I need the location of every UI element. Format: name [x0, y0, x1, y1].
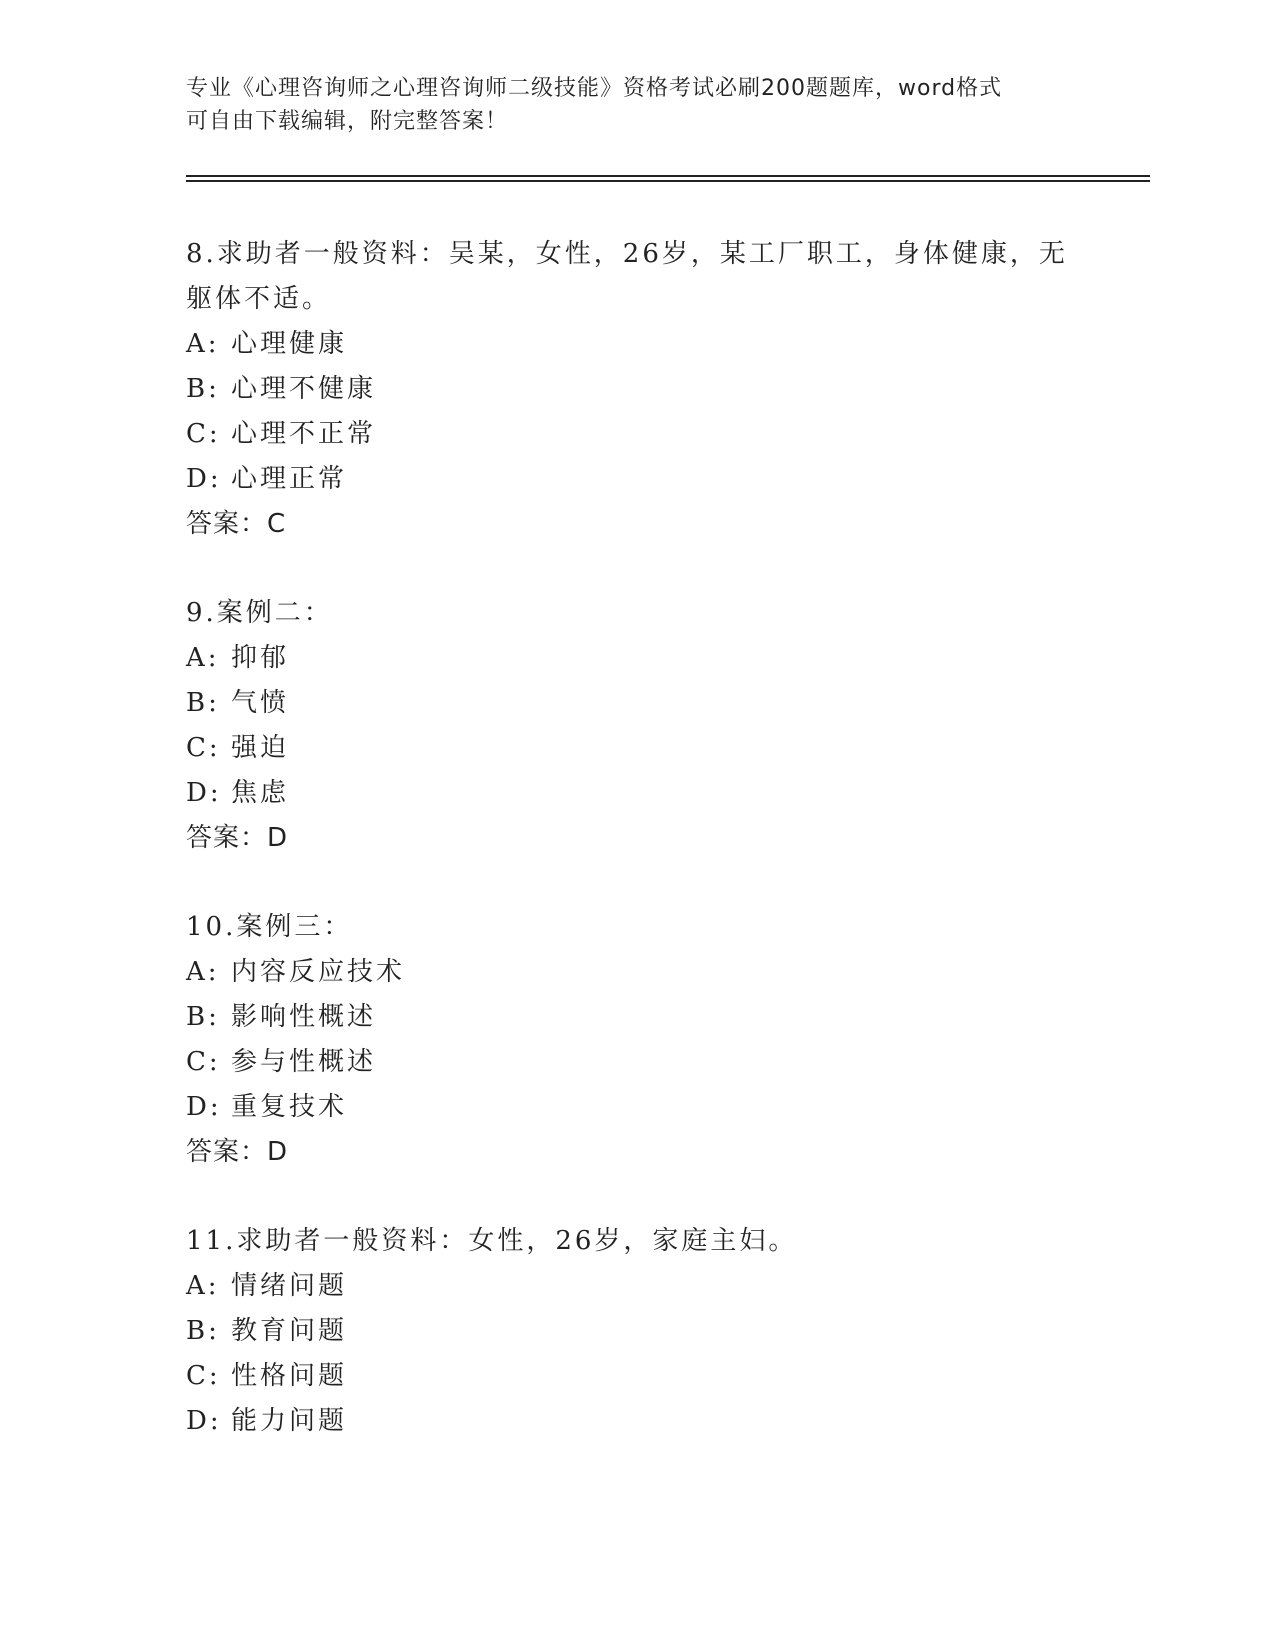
header-divider-top [186, 175, 1150, 177]
question-text: 9.案例二： [186, 598, 333, 628]
option-a [186, 1264, 1086, 1309]
question-list [186, 232, 1086, 1488]
answer-line: 答案：D [186, 1137, 289, 1167]
header-divider-bottom [186, 180, 1150, 182]
header-line-1: 专业《心理咨询师之心理咨询师二级技能》资格考试必刷200题题库，word格式 [186, 76, 1003, 101]
option-d [186, 1399, 1086, 1444]
question-10 [186, 905, 1086, 1175]
option-text: 影响性概述 [231, 1002, 377, 1032]
option-d [186, 457, 1086, 502]
option-key: A: [186, 329, 220, 359]
question-text: 11.求助者一般资料：女性，26岁，家庭主妇。 [186, 1226, 798, 1256]
option-text: 参与性概述 [231, 1047, 377, 1077]
option-text: 心理正常 [231, 464, 348, 494]
option-key: D: [186, 1406, 222, 1436]
option-c [186, 1040, 1086, 1085]
option-key: B: [186, 374, 220, 404]
option-c [186, 726, 1086, 771]
option-b [186, 681, 1086, 726]
option-text: 强迫 [231, 733, 290, 763]
option-text: 能力问题 [231, 1406, 348, 1436]
option-key: B: [186, 688, 220, 718]
option-text: 情绪问题 [231, 1271, 348, 1301]
option-key: B: [186, 1316, 220, 1346]
option-key: C: [186, 419, 221, 449]
option-text: 焦虑 [231, 778, 290, 808]
question-text: 8.求助者一般资料：吴某，女性，26岁，某工厂职工，身体健康，无躯体不适。 [186, 239, 1068, 314]
answer-line: 答案：D [186, 823, 289, 853]
option-text: 抑郁 [231, 643, 290, 673]
option-text: 教育问题 [231, 1316, 348, 1346]
question-8 [186, 232, 1086, 547]
option-key: D: [186, 464, 222, 494]
option-d [186, 1085, 1086, 1130]
option-key: C: [186, 1047, 221, 1077]
option-text: 性格问题 [231, 1361, 348, 1391]
option-key: A: [186, 957, 220, 987]
option-b [186, 995, 1086, 1040]
option-b [186, 367, 1086, 412]
option-a [186, 950, 1086, 995]
option-text: 心理不正常 [231, 419, 377, 449]
option-key: A: [186, 643, 220, 673]
option-key: D: [186, 778, 222, 808]
option-b [186, 1309, 1086, 1354]
option-c [186, 1354, 1086, 1399]
option-key: D: [186, 1092, 222, 1122]
question-11 [186, 1219, 1086, 1444]
option-key: A: [186, 1271, 220, 1301]
option-text: 内容反应技术 [231, 957, 406, 987]
option-text: 心理不健康 [231, 374, 377, 404]
option-key: B: [186, 1002, 220, 1032]
option-a [186, 322, 1086, 367]
answer-line: 答案：C [186, 509, 287, 539]
option-key: C: [186, 733, 221, 763]
option-a [186, 636, 1086, 681]
question-text: 10.案例三： [186, 912, 353, 942]
question-9 [186, 591, 1086, 861]
option-d [186, 771, 1086, 816]
option-c [186, 412, 1086, 457]
option-text: 心理健康 [231, 329, 348, 359]
header-line-2: 可自由下载编辑，附完整答案！ [186, 109, 509, 134]
document-header [186, 72, 1086, 138]
option-key: C: [186, 1361, 221, 1391]
option-text: 重复技术 [231, 1092, 348, 1122]
option-text: 气愤 [231, 688, 290, 718]
